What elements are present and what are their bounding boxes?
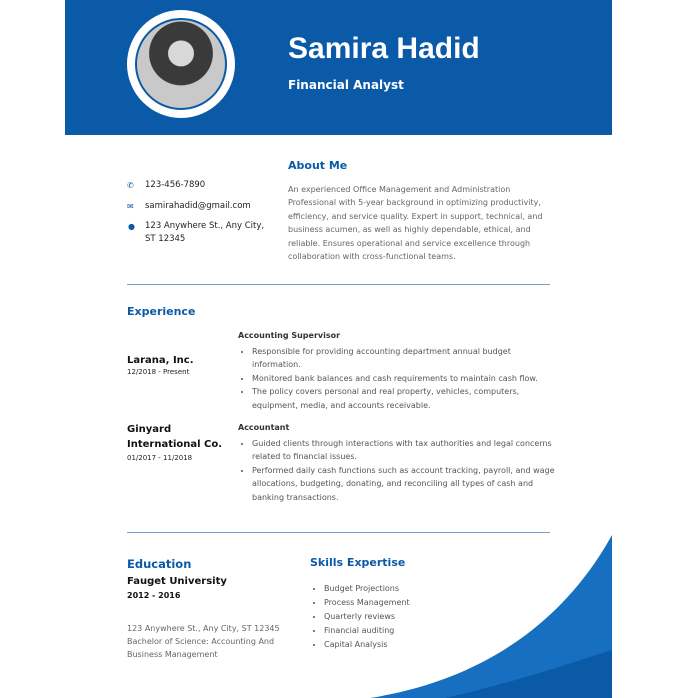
- job-bullets: [238, 437, 557, 504]
- skill-item: • Capital Analysis: [324, 638, 410, 652]
- about-heading: About Me: [288, 159, 348, 172]
- person-name: Samira Hadid: [288, 32, 480, 65]
- email: samirahadid@gmail.com: [145, 201, 251, 211]
- education-heading: Education: [127, 557, 192, 571]
- skill-item: • Financial auditing: [324, 624, 410, 638]
- address: 123 Anywhere St., Any City, ST 12345: [145, 221, 265, 244]
- email-icon: ✉: [127, 202, 134, 211]
- education-years: 2012 - 2016: [127, 591, 181, 600]
- bullet: • The policy covers personal and real property, vehicles, computers, equipment, media, and accounts receivable.: [252, 385, 557, 412]
- experience-heading: Experience: [127, 305, 196, 318]
- phone-icon: ✆: [127, 181, 134, 190]
- bullet: • Responsible for providing accounting department annual budget information.: [252, 345, 557, 372]
- job-dates: 12/2018 - Present: [127, 368, 190, 376]
- job-role: Accountant: [238, 423, 290, 432]
- bullet: • Guided clients through interactions with tax authorities and legal concerns related to financial issues.: [252, 437, 557, 464]
- school-address: 123 Anywhere St., Any City, ST 12345: [127, 624, 280, 633]
- skill-item: • Process Management: [324, 596, 410, 610]
- phone: 123-456-7890: [145, 180, 206, 190]
- bullet: • Monitored bank balances and cash requirements to maintain cash flow.: [252, 372, 557, 385]
- divider: [127, 284, 550, 285]
- resume-page: [65, 0, 612, 698]
- company-name: Larana, Inc.: [127, 355, 194, 366]
- job-dates: 01/2017 - 11/2018: [127, 454, 193, 462]
- job-bullets: [238, 345, 557, 412]
- skill-item: • Quarterly reviews: [324, 610, 410, 624]
- header-banner: [65, 0, 612, 135]
- skill-item: • Budget Projections: [324, 582, 410, 596]
- job-role: Accounting Supervisor: [238, 331, 341, 340]
- about-text: An experienced Office Management and Administration Professional with 5-year background in optimizing productivity, efficiency, and service quality. Expert in support, technical, and business acumen, as well as highly dependable, ethical, and reliable. Ensures operational and service excellence through collaboration with cross-functional teams.: [288, 185, 543, 262]
- skills-list: [310, 582, 410, 652]
- school-name: Fauget University: [127, 576, 227, 587]
- location-icon: ●: [128, 222, 135, 231]
- profile-photo-frame: [127, 10, 235, 118]
- company-name: Ginyard International Co.: [127, 424, 223, 450]
- profile-photo: [135, 18, 227, 110]
- degree: Bachelor of Science: Accounting And Business Management: [127, 637, 275, 660]
- bullet: • Performed daily cash functions such as account tracking, payroll, and wage allocations, budgeting, donating, and reconciling all types of cash and banking transactions.: [252, 464, 557, 504]
- job-title: Financial Analyst: [288, 78, 404, 92]
- skills-heading: Skills Expertise: [310, 556, 406, 569]
